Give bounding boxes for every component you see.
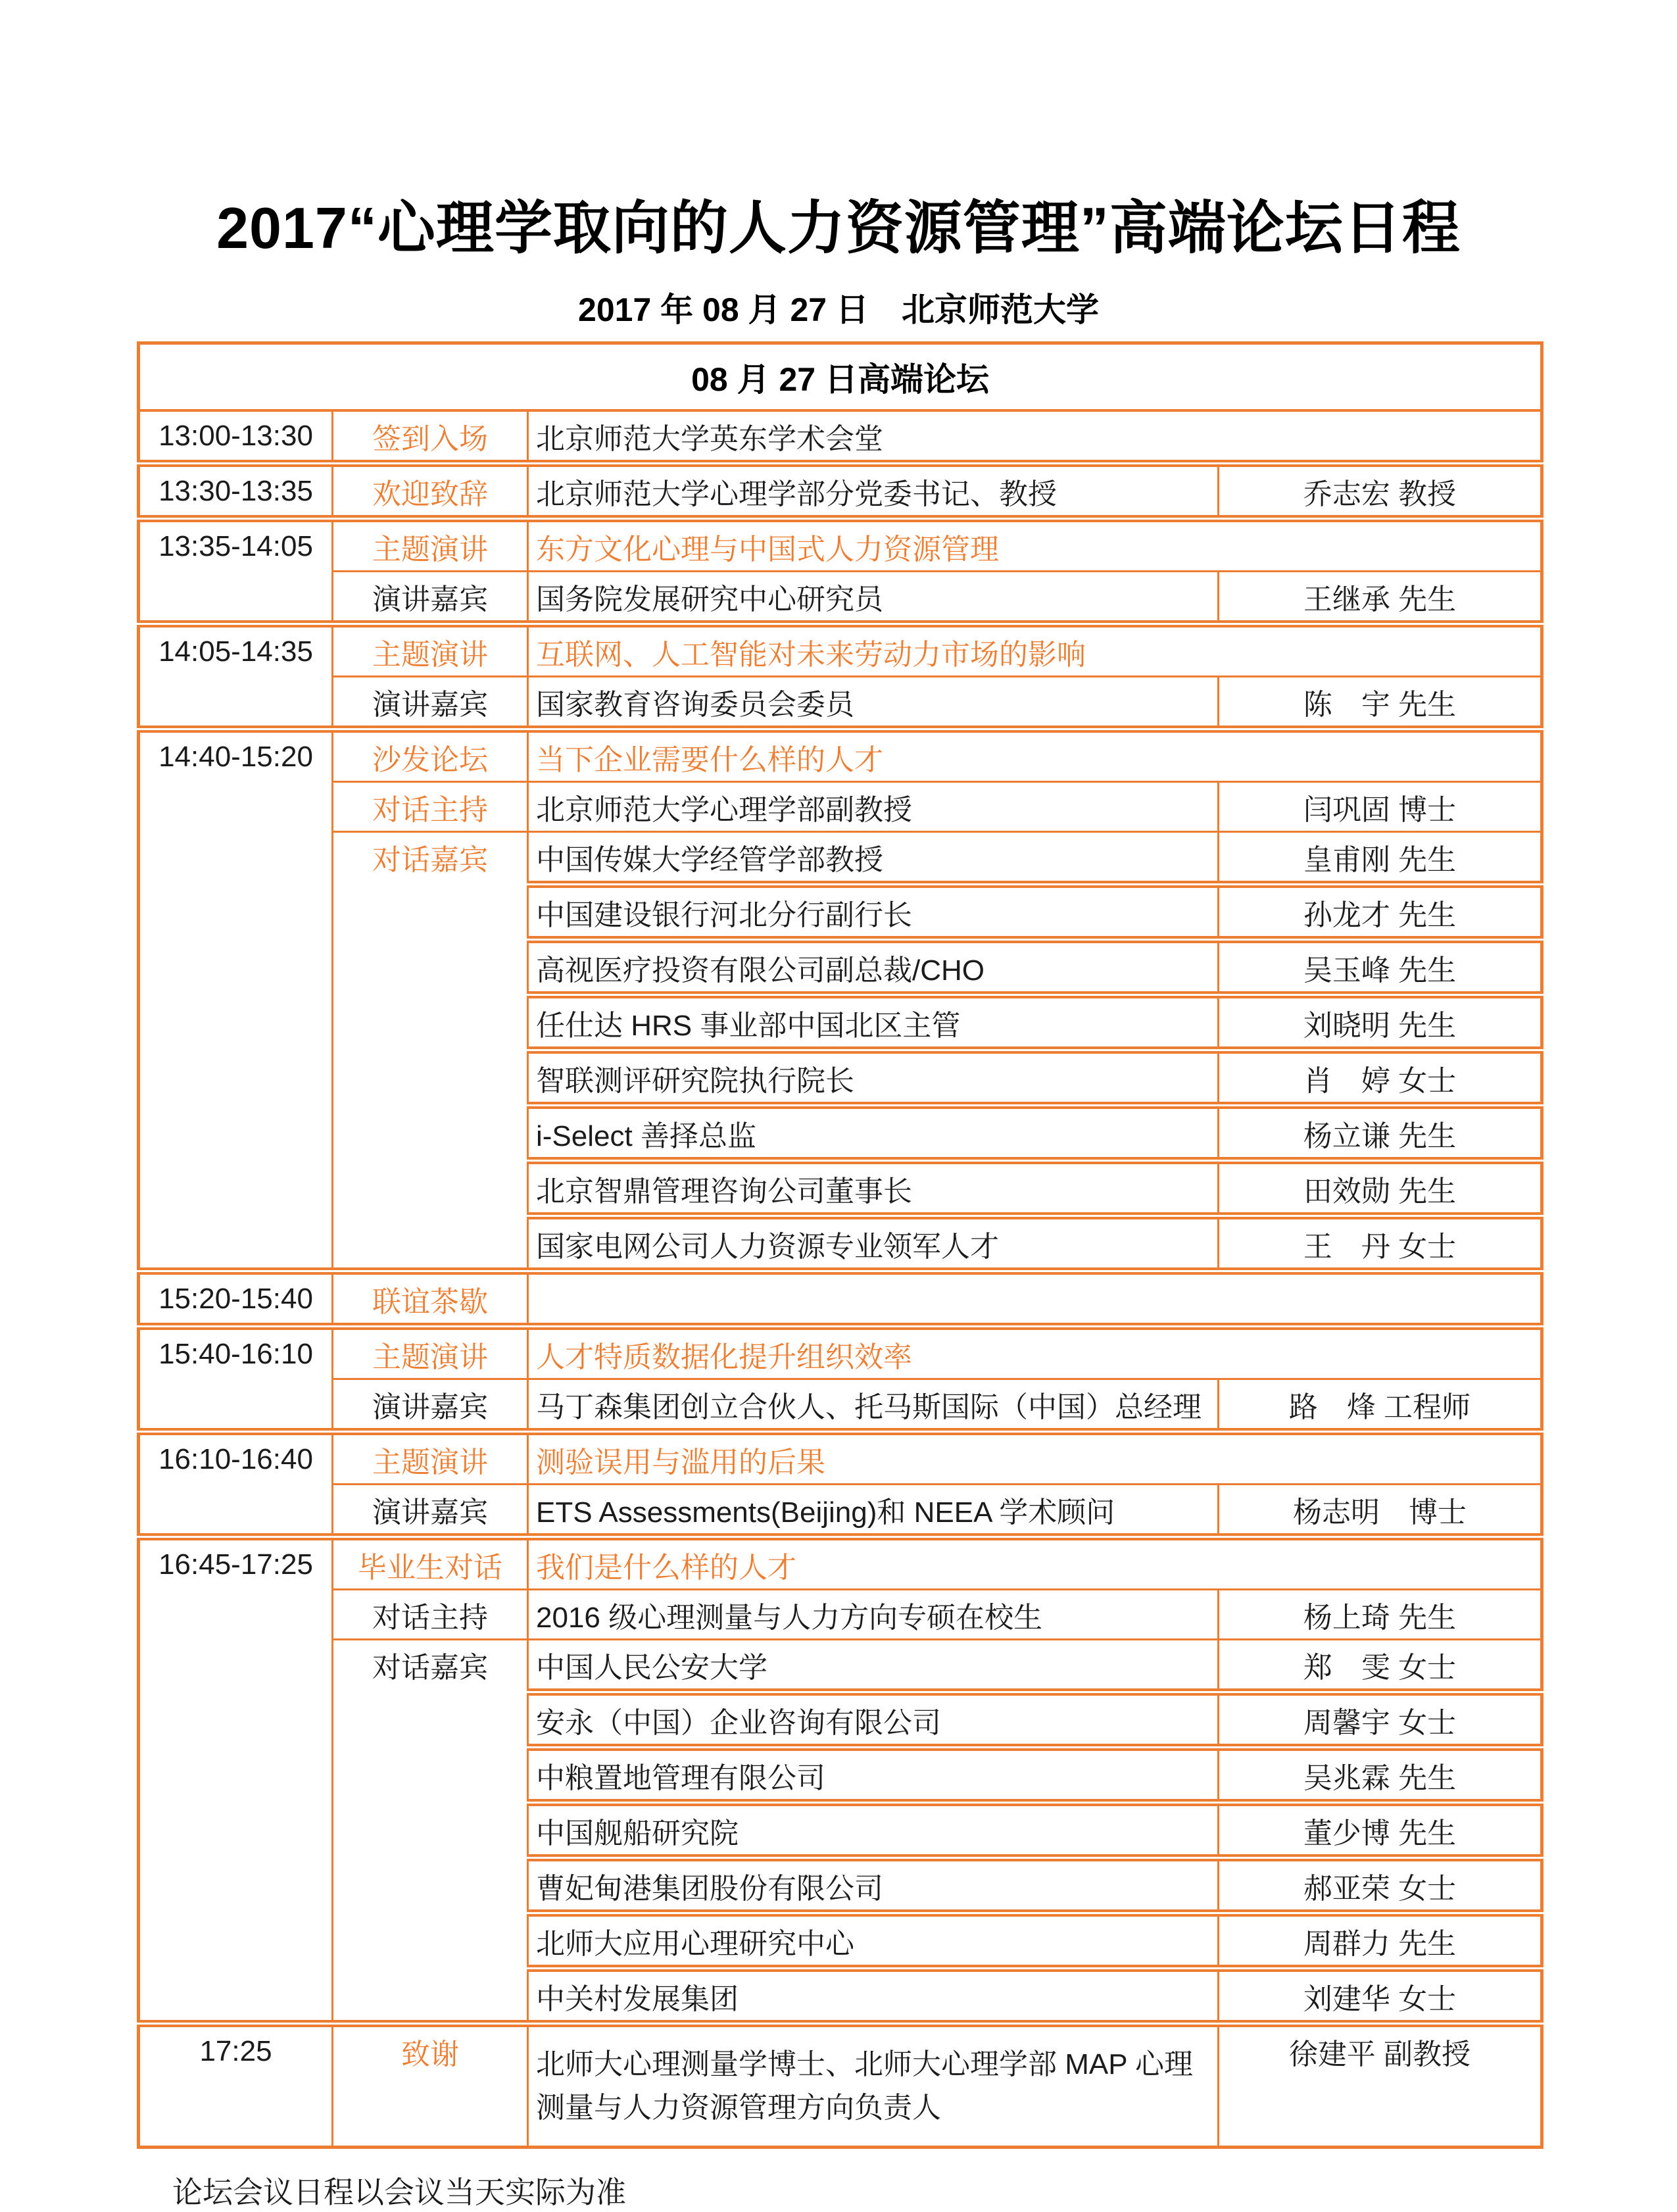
time-cell-text: 15:40-16:10	[158, 1337, 313, 1370]
time-cell-text: 14:40-15:20	[158, 740, 313, 773]
session-type-cell-text: 主题演讲	[372, 1446, 488, 1479]
session-type-cell-text: 演讲嘉宾	[372, 583, 488, 616]
description-cell-text: 智联测评研究院执行院长	[536, 1064, 854, 1097]
session-type-cell-text: 对话嘉宾	[372, 1651, 488, 1684]
description-cell	[528, 1969, 1219, 2024]
table-title: 08 月 27 日高端论坛	[139, 343, 1542, 411]
speaker-cell-text: 董少博 先生	[1303, 1817, 1457, 1850]
description-cell	[528, 1161, 1219, 1216]
time-cell	[139, 729, 333, 1271]
speaker-cell	[1219, 1106, 1542, 1161]
speaker-cell	[1219, 1858, 1542, 1913]
speaker-cell	[1219, 1161, 1542, 1216]
speaker-cell	[1219, 940, 1542, 995]
schedule-row	[139, 832, 1542, 885]
description-cell-text: i-Select 善择总监	[536, 1119, 756, 1152]
schedule-row	[139, 1271, 1542, 1327]
session-type-cell-text: 主题演讲	[372, 1340, 488, 1373]
description-cell-text: 北师大心理测量学博士、北师大心理学部 MAP 心理测量与人力资源管理方向负责人	[536, 2048, 1194, 2125]
time-cell	[139, 1537, 333, 2024]
session-type-cell	[333, 832, 528, 1271]
session-type-cell-text: 主题演讲	[372, 638, 488, 671]
description-cell	[528, 1216, 1219, 1271]
description-cell-text: 北京智鼎管理咨询公司董事长	[536, 1175, 912, 1208]
schedule-row	[139, 677, 1542, 729]
schedule-row	[139, 729, 1542, 782]
schedule-table	[137, 341, 1543, 2149]
session-type-cell	[333, 677, 528, 729]
description-cell-text: 北京师范大学心理学部分党委书记、教授	[536, 478, 1057, 510]
session-type-cell-text: 对话主持	[372, 1601, 488, 1634]
description-cell-text	[529, 1275, 1540, 1322]
speaker-cell	[1219, 1379, 1542, 1432]
description-cell	[528, 1537, 1542, 1590]
session-type-cell	[333, 519, 528, 572]
speaker-cell-text: 吴玉峰 先生	[1303, 954, 1457, 987]
session-type-cell-text: 签到入场	[372, 422, 488, 455]
speaker-cell-text: 王继承 先生	[1303, 583, 1457, 616]
description-cell	[528, 1858, 1219, 1913]
speaker-cell	[1219, 1590, 1542, 1640]
speaker-cell-text: 孙龙才 先生	[1303, 898, 1457, 931]
speaker-cell-text: 吴兆霖 先生	[1303, 1761, 1457, 1794]
description-cell-text: 中国传媒大学经管学部教授	[536, 843, 883, 876]
page-title: 2017“心理学取向的人力资源管理”高端论坛日程	[216, 195, 1461, 260]
session-type-cell-text: 沙发论坛	[372, 743, 488, 776]
session-type-cell	[333, 729, 528, 782]
description-cell	[528, 410, 1542, 464]
schedule-row	[139, 410, 1542, 464]
speaker-cell	[1219, 1913, 1542, 1969]
description-cell	[528, 1050, 1219, 1106]
speaker-cell-text: 徐建平 副教授	[1288, 2038, 1471, 2071]
description-cell-text: 任仕达 HRS 事业部中国北区主管	[536, 1009, 961, 1042]
description-cell	[528, 1640, 1219, 1692]
session-type-cell	[333, 1327, 528, 1379]
schedule-row	[139, 782, 1542, 832]
speaker-cell-text: 郑 雯 女士	[1303, 1651, 1457, 1684]
session-type-cell-text: 致谢	[401, 2038, 459, 2071]
speaker-cell-text: 周群力 先生	[1303, 1927, 1457, 1960]
description-cell-text: 当下企业需要什么样的人才	[536, 743, 883, 776]
description-cell-text: 互联网、人工智能对未来劳动力市场的影响	[536, 638, 1086, 671]
speaker-cell	[1219, 1692, 1542, 1748]
speaker-cell	[1219, 1803, 1542, 1858]
description-cell	[528, 729, 1542, 782]
time-cell-text: 13:00-13:30	[158, 419, 313, 452]
description-cell-text: 北师大应用心理研究中心	[536, 1927, 854, 1960]
schedule-row	[139, 624, 1542, 677]
speaker-cell	[1219, 995, 1542, 1050]
speaker-cell-text: 路 烽 工程师	[1288, 1390, 1471, 1423]
time-cell-text: 14:05-14:35	[158, 635, 313, 668]
description-cell	[528, 995, 1219, 1050]
speaker-cell-text: 刘晓明 先生	[1303, 1009, 1457, 1042]
description-cell-text: 安永（中国）企业咨询有限公司	[536, 1706, 941, 1739]
session-type-cell	[333, 2024, 528, 2148]
description-cell	[528, 1379, 1219, 1432]
schedule-row	[139, 1485, 1542, 1537]
description-cell-text: 北京师范大学英东学术会堂	[536, 422, 883, 455]
description-cell	[528, 940, 1219, 995]
description-cell-text: 曹妃甸港集团股份有限公司	[536, 1872, 883, 1905]
time-cell	[139, 1271, 333, 1327]
schedule-row	[139, 1432, 1542, 1485]
session-type-cell-text: 联谊茶歇	[372, 1285, 488, 1318]
session-type-cell	[333, 1590, 528, 1640]
session-type-cell	[333, 572, 528, 624]
speaker-cell	[1219, 782, 1542, 832]
description-cell	[528, 519, 1542, 572]
session-type-cell-text: 对话主持	[372, 793, 488, 826]
time-cell-text: 16:45-17:25	[158, 1548, 313, 1581]
session-type-cell	[333, 1432, 528, 1485]
description-cell-text: 中粮置地管理有限公司	[536, 1761, 825, 1794]
description-cell	[528, 1271, 1542, 1327]
speaker-cell-text: 陈 宇 先生	[1303, 688, 1457, 721]
speaker-cell-text: 王 丹 女士	[1303, 1230, 1457, 1263]
session-type-cell	[333, 1485, 528, 1537]
session-type-cell	[333, 782, 528, 832]
description-cell	[528, 677, 1219, 729]
speaker-cell	[1219, 1485, 1542, 1537]
description-cell	[528, 572, 1219, 624]
description-cell-text: ETS Assessments(Beijing)和 NEEA 学术顾问	[536, 1496, 1115, 1529]
description-cell	[528, 885, 1219, 940]
description-cell-text: 测验误用与滥用的后果	[536, 1446, 825, 1479]
schedule-body	[139, 410, 1542, 2148]
speaker-cell-text: 刘建华 女士	[1303, 1982, 1457, 2015]
schedule-row	[139, 1640, 1542, 1692]
speaker-cell	[1219, 1640, 1542, 1692]
session-type-cell-text: 演讲嘉宾	[372, 1390, 488, 1423]
time-cell	[139, 519, 333, 624]
description-cell-text: 国家电网公司人力资源专业领军人才	[536, 1230, 999, 1263]
speaker-cell-text: 乔志宏 教授	[1303, 478, 1457, 510]
speaker-cell-text: 杨志明 博士	[1293, 1496, 1467, 1529]
session-type-cell	[333, 1537, 528, 1590]
speaker-cell	[1219, 1216, 1542, 1271]
description-cell-text: 马丁森集团创立合伙人、托马斯国际（中国）总经理	[536, 1390, 1202, 1423]
session-type-cell	[333, 410, 528, 464]
session-type-cell	[333, 1640, 528, 2024]
description-cell	[528, 1485, 1219, 1537]
speaker-cell-text: 郝亚荣 女士	[1303, 1872, 1457, 1905]
schedule-row	[139, 464, 1542, 519]
description-cell-text: 高视医疗投资有限公司副总裁/CHO	[536, 954, 984, 987]
time-cell	[139, 410, 333, 464]
session-type-cell-text: 对话嘉宾	[372, 843, 488, 876]
speaker-cell-text: 田效勋 先生	[1303, 1175, 1457, 1208]
schedule-row	[139, 1537, 1542, 1590]
time-cell-text: 13:30-13:35	[158, 474, 313, 507]
description-cell-text: 北京师范大学心理学部副教授	[536, 793, 912, 826]
description-cell	[528, 832, 1219, 885]
description-cell-text: 人才特质数据化提升组织效率	[536, 1340, 912, 1373]
speaker-cell	[1219, 1969, 1542, 2024]
schedule-row	[139, 1379, 1542, 1432]
speaker-cell	[1219, 464, 1542, 519]
session-type-cell-text: 毕业生对话	[358, 1551, 502, 1584]
description-cell	[528, 1327, 1542, 1379]
time-cell	[139, 464, 333, 519]
description-cell-text: 国务院发展研究中心研究员	[536, 583, 883, 616]
speaker-cell-text: 闫巩固 博士	[1303, 793, 1457, 826]
speaker-cell	[1219, 677, 1542, 729]
speaker-cell	[1219, 2024, 1542, 2148]
description-cell-text: 中国建设银行河北分行副行长	[536, 898, 912, 931]
description-cell-text: 东方文化心理与中国式人力资源管理	[536, 533, 999, 566]
description-cell-text: 国家教育咨询委员会委员	[536, 688, 854, 721]
time-cell	[139, 2024, 333, 2148]
description-cell	[528, 624, 1542, 677]
session-type-cell	[333, 464, 528, 519]
description-cell-text: 我们是什么样的人才	[536, 1551, 796, 1584]
time-cell	[139, 1327, 333, 1432]
description-cell	[528, 1692, 1219, 1748]
time-cell-text: 13:35-14:05	[158, 529, 313, 562]
speaker-cell	[1219, 1748, 1542, 1803]
schedule-row	[139, 1590, 1542, 1640]
speaker-cell	[1219, 572, 1542, 624]
schedule-row	[139, 2024, 1542, 2148]
session-type-cell-text: 主题演讲	[372, 533, 488, 566]
time-cell-text: 15:20-15:40	[158, 1282, 313, 1315]
description-cell	[528, 782, 1219, 832]
session-type-cell-text: 演讲嘉宾	[372, 688, 488, 721]
speaker-cell-text: 皇甫刚 先生	[1303, 843, 1457, 876]
session-type-cell	[333, 624, 528, 677]
page-date-location: 2017 年 08 月 27 日 北京师范大学	[578, 291, 1099, 329]
description-cell	[528, 1106, 1219, 1161]
schedule-row	[139, 1327, 1542, 1379]
speaker-cell-text: 杨立谦 先生	[1303, 1119, 1457, 1152]
description-cell-text: 2016 级心理测量与人力方向专硕在校生	[536, 1601, 1043, 1634]
schedule-row	[139, 519, 1542, 572]
description-cell	[528, 1432, 1542, 1485]
session-type-cell	[333, 1271, 528, 1327]
speaker-cell-text: 杨上琦 先生	[1303, 1601, 1457, 1634]
description-cell	[528, 1748, 1219, 1803]
speaker-cell-text: 肖 婷 女士	[1303, 1064, 1457, 1097]
description-cell	[528, 2024, 1219, 2148]
description-cell	[528, 1913, 1219, 1969]
schedule-row	[139, 572, 1542, 624]
time-cell	[139, 624, 333, 729]
description-cell-text: 中国舰船研究院	[536, 1817, 739, 1850]
footer-note: 论坛会议日程以会议当天实际为准	[172, 2175, 626, 2210]
speaker-cell	[1219, 832, 1542, 885]
description-cell	[528, 1590, 1219, 1640]
session-type-cell	[333, 1379, 528, 1432]
description-cell	[528, 1803, 1219, 1858]
speaker-cell	[1219, 1050, 1542, 1106]
table-header-row	[139, 343, 1542, 411]
session-type-cell-text: 演讲嘉宾	[372, 1496, 488, 1529]
speaker-cell-text: 周馨宇 女士	[1303, 1706, 1457, 1739]
session-type-cell-text: 欢迎致辞	[372, 478, 488, 510]
time-cell-text: 16:10-16:40	[158, 1442, 313, 1475]
time-cell	[139, 1432, 333, 1537]
speaker-cell	[1219, 885, 1542, 940]
time-cell-text: 17:25	[199, 2034, 272, 2067]
description-cell-text: 中国人民公安大学	[536, 1651, 767, 1684]
description-cell	[528, 464, 1219, 519]
description-cell-text: 中关村发展集团	[536, 1982, 739, 2015]
